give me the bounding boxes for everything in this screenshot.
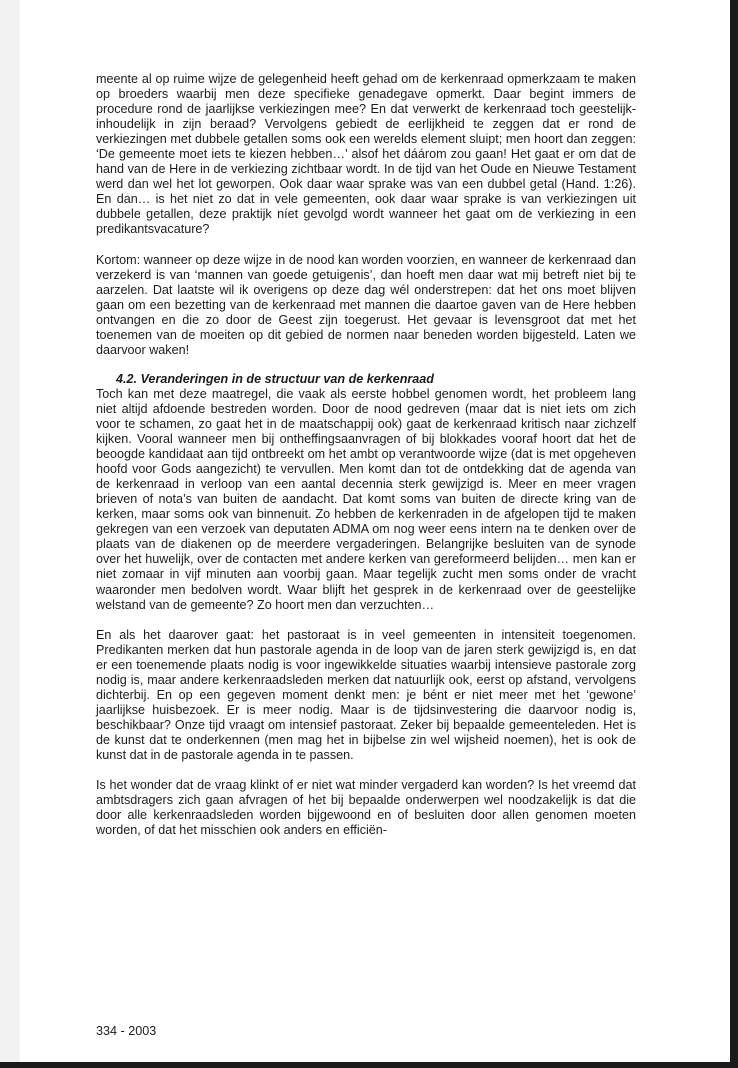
page-footer: 334 - 2003 — [96, 1024, 157, 1038]
paragraph: meente al op ruime wijze de gelegenheid heeft gehad om de kerkenraad opmerkzaam te maken op broeders waarbij men deze specifieke genadegave opmerkt. Daar begint immers de procedure rond de jaarlijkse verkiezingen mee? En dat verwerkt de kerkenraad toch geestelijk-inhoudelijk in zijn beraad? Vervolgens gebiedt de eerlijkheid te zeggen dat er rond de verkiezingen met dubbele getallen soms ook een werelds element sluipt; men hoort dan zeggen: ‘De gemeente moet iets te kiezen hebben…’ alsof het dáárom zou gaan! Het gaat er om dat de hand van de Here in de verkiezing zichtbaar wordt. In de tijd van het Oude en Nieuwe Testament werd dan wel het lot geworpen. Ook daar waar sprake was van een dubbel getal (Hand. 1:26). En dan… is het niet zo dat in vele gemeenten, ook daar waar sprake is van verkiezingen uit dubbele getallen, deze praktijk níet gevolgd wordt wanneer het gaat om de verkiezing in een predikantsvacature? — [96, 72, 636, 237]
paragraph: Toch kan met deze maatregel, die vaak als eerste hobbel genomen wordt, het probleem lang niet altijd afdoende bestreden worden. Door de nood gedreven (maar dat is niet iets om zich voor te schamen, zo gaat het in de maatschappij ook) gaat de kerkenraad kritisch naar zichzelf kijken. Vooral wanneer men bij ontheffingsaanvragen of bij blokkades vooraf hoort dat het de beoogde kandidaat aan tijd ontbreekt om het ambt op verantwoorde wijze (dat is met opgeheven hoofd voor Gods aangezicht) te vervullen. Men komt dan tot de ontdekking dat de agenda van de kerkenraad in verloop van een aantal decennia sterk gewijzigd is. Meer en meer vragen brieven of nota’s van buiten de aandacht. Dat komt soms van buiten de directe kring van de kerken, maar soms ook van binnenuit. Zo hebben de kerkenraden in de afgelopen tijd te maken gekregen van een verzoek van deputaten ADMA om nog weer eens intern na te denken over de plaats van de diakenen op de meerdere vergaderingen. Belangrijke besluiten van de synode over het huwelijk, over de contacten met andere kerken van gereformeerd belijden… men kan er niet zomaar in vijf minuten aan voorbij gaan. Maar tegelijk zucht men soms onder de vracht waaronder men bedolven wordt. Waar blijft het gesprek in de kerkenraad over de geestelijke welstand van de gemeente? Zo hoort men dan verzuchten… — [96, 386, 636, 612]
paragraph: Kortom: wanneer op deze wijze in de nood kan worden voorzien, en wanneer de kerkenraad dan verzekerd is van ‘mannen van goede getuigenis’, dan hoeft men daar wat mij betreft niet bij te aarzelen. Dat laatste wil ik overigens op deze dag wél onderstrepen: dat het ons moet blijven gaan om een bezetting van de kerkenraad met mannen die daartoe gaven van de Here hebben ontvangen en die zo door de Geest zijn toegerust. Het gevaar is levensgroot dat met het toenemen van de moeiten op dit gebied de normen naar beneden worden bijgesteld. Laten we daarvoor waken! — [96, 252, 636, 357]
scan-bottom-border — [0, 1062, 738, 1068]
page-body — [96, 72, 636, 838]
section-heading: 4.2. Veranderingen in de structuur van de kerkenraad — [116, 371, 434, 386]
paragraph: En als het daarover gaat: het pastoraat is in veel gemeenten in intensiteit toegenomen. Predikanten merken dat hun pastorale agenda in de loop van de jaren sterk gewijzigd is, en dat er een toenemende plaats nodig is voor ingewikkelde situaties waarbij intensieve pastorale zorg nodig is, maar andere kerkenraadsleden merken dat natuurlijk ook, eerst op afstand, vervolgens dichterbij. En op een gegeven moment denkt men: je bént er niet meer met het ‘gewone’ jaarlijkse huisbezoek. Er is meer nodig. Maar is de tijdsinvestering die daarvoor nodig is, beschikbaar? Onze tijd vraagt om intensief pastoraat. Zeker bij bepaalde gemeenteleden. Het is de kunst dat te onderkennen (men mag het in bijbelse zin wel wijsheid noemen), het is ook de kunst dat in de pastorale agenda in te passen. — [96, 627, 636, 762]
paragraph: Is het wonder dat de vraag klinkt of er niet wat minder vergaderd kan worden? Is het vreemd dat ambtsdragers zich gaan afvragen of het bij bepaalde onderwerpen wel noodzakelijk is dat die door alle kerkenraadsleden worden bijgewoond en of besluiten door allen genomen moeten worden, of dat het misschien ook anders en efficiën- — [96, 778, 636, 838]
scan-right-border — [730, 0, 738, 1068]
scan-left-margin — [0, 0, 20, 1068]
